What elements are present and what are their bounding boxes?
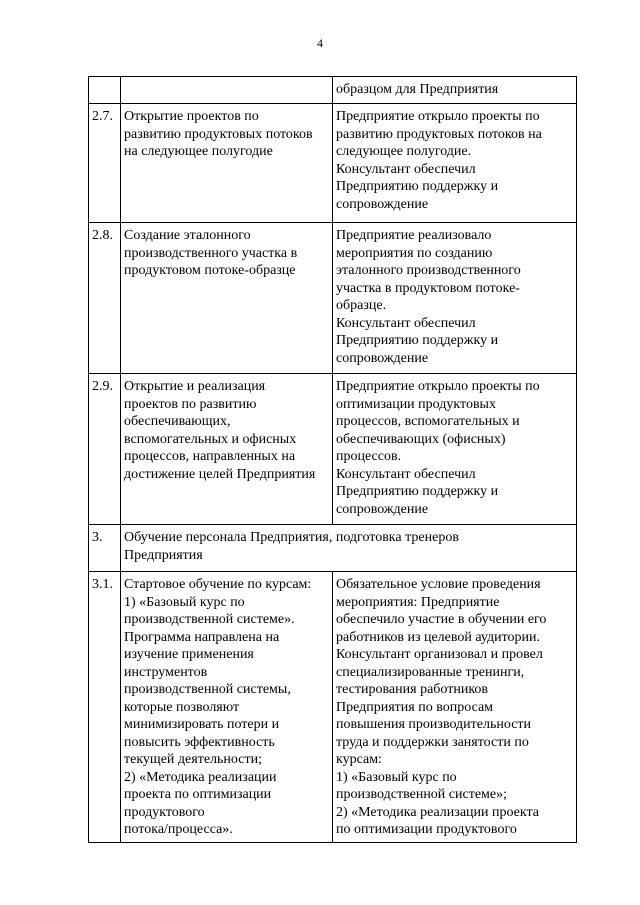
text-line: развитию продуктовых потоков [124, 126, 313, 142]
section-title-cell [121, 525, 577, 572]
activities-table [88, 76, 577, 843]
text-line: Консультант организовал и провел [336, 647, 543, 662]
result-cell [333, 223, 577, 374]
text-line: 2) «Методика реализации [124, 769, 277, 785]
text-line: производственной системе». [124, 612, 295, 627]
text-line: текущей деятельности; [124, 752, 262, 767]
text-line: минимизировать потери и [124, 717, 280, 732]
text-line: сопровождение [336, 501, 429, 517]
text-line: развитию продуктовых потоков на [336, 126, 542, 142]
text-line: труда и поддержки занятости по [336, 734, 529, 750]
text-line: мероприятия: Предприятие [336, 594, 500, 610]
text-line: специализированные тренинги, [336, 664, 525, 680]
text-line: Предприятию поддержку и [336, 484, 499, 499]
text-line: процессов. [336, 449, 402, 464]
text-line: оптимизации продуктовых [336, 396, 496, 412]
text-line: процессов, направленных на [124, 449, 296, 464]
text-line: Обучение персонала Предприятия, подготовка тренеров [124, 530, 459, 545]
table-row [89, 223, 577, 374]
text-line: на следующее полугодие [124, 144, 273, 159]
text-line: Предприятию поддержку и [336, 333, 499, 348]
table-row [89, 374, 577, 525]
text-line: повысить эффективность [124, 734, 275, 750]
text-line: Создание эталонного [124, 228, 251, 243]
text-line: Стартовое обучение по курсам: [124, 577, 312, 592]
text-line: следующее полугодие. [336, 144, 472, 159]
text-line: обеспечивающих, [124, 414, 231, 429]
text-line: Предприятия [124, 547, 203, 563]
text-line: Открытие проектов по [124, 109, 259, 124]
text-line: процессов, вспомогательных и [336, 414, 520, 429]
section-number-cell: 3. [89, 525, 121, 572]
text-line: 1) «Базовый курс по [336, 769, 457, 785]
result-cell [333, 374, 577, 525]
text-line: производственного участка в [124, 245, 298, 261]
text-line: обеспечило участие в обучении его [336, 612, 547, 627]
text-line: по оптимизации продуктового [336, 822, 517, 837]
activity-cell [121, 223, 333, 374]
table-row [89, 572, 577, 843]
result-cell [333, 77, 577, 104]
activity-cell [121, 374, 333, 525]
text-line: производственной системе»; [336, 787, 508, 802]
text-line: сопровождение [336, 196, 429, 212]
text-line: продуктовом потоке-образце [124, 263, 296, 278]
text-line: образце. [336, 298, 387, 313]
item-number-cell: 3.1. [89, 572, 121, 843]
text-line: изучение применения [124, 647, 254, 662]
text-line: эталонного производственного [336, 263, 521, 278]
text-line: Обязательное условие проведения [336, 577, 541, 592]
text-line: достижение целей Предприятия [124, 466, 316, 482]
text-line: вспомогательных и офисных [124, 431, 297, 447]
text-line: продуктового [124, 804, 205, 820]
text-line: Предприятие открыло проекты по [336, 109, 540, 124]
text-line: Программа направлена на [124, 629, 280, 645]
text-line: 1) «Базовый курс по [124, 594, 245, 610]
text-line: Консультант обеспечил [336, 161, 476, 177]
text-line: Предприятие открыло проекты по [336, 379, 540, 394]
table-row [89, 104, 577, 223]
text-line: повышения производительности [336, 717, 532, 732]
text-line: проектов по развитию [124, 396, 257, 412]
text-line: инструментов [124, 664, 208, 680]
table-row [89, 77, 577, 104]
text-line: которые позволяют [124, 699, 240, 715]
text-line: проекта по оптимизации [124, 787, 272, 802]
text-line: Консультант обеспечил [336, 466, 476, 482]
text-line: Консультант обеспечил [336, 315, 476, 331]
item-number-cell: 2.7. [89, 104, 121, 223]
text-line: Предприятие реализовало [336, 228, 492, 243]
item-number-cell: 2.9. [89, 374, 121, 525]
activity-cell [121, 572, 333, 843]
item-number-cell: 2.8. [89, 223, 121, 374]
text-line: Предприятию поддержку и [336, 179, 499, 194]
text-line: образцом для Предприятия [336, 82, 499, 97]
text-line: 2) «Методика реализации проекта [336, 804, 540, 820]
text-line: работников из целевой аудитории. [336, 629, 541, 645]
item-number-cell [89, 77, 121, 104]
text-line: тестирования работников [336, 682, 489, 697]
section-heading-row [89, 525, 577, 572]
table-body [89, 77, 577, 843]
text-line: курсам: [336, 752, 382, 767]
activity-cell [121, 77, 333, 104]
text-line: потока/процесса». [124, 822, 233, 837]
text-line: производственной системы, [124, 682, 291, 697]
text-line: обеспечивающих (офисных) [336, 431, 506, 447]
result-cell [333, 104, 577, 223]
text-line: мероприятия по созданию [336, 245, 493, 261]
text-line: участка в продуктовом потоке- [336, 280, 520, 296]
result-cell [333, 572, 577, 843]
text-line: сопровождение [336, 350, 429, 366]
activity-cell [121, 104, 333, 223]
page-number: 4 [317, 36, 323, 50]
text-line: Предприятия по вопросам [336, 699, 494, 715]
text-line: Открытие и реализация [124, 379, 266, 394]
